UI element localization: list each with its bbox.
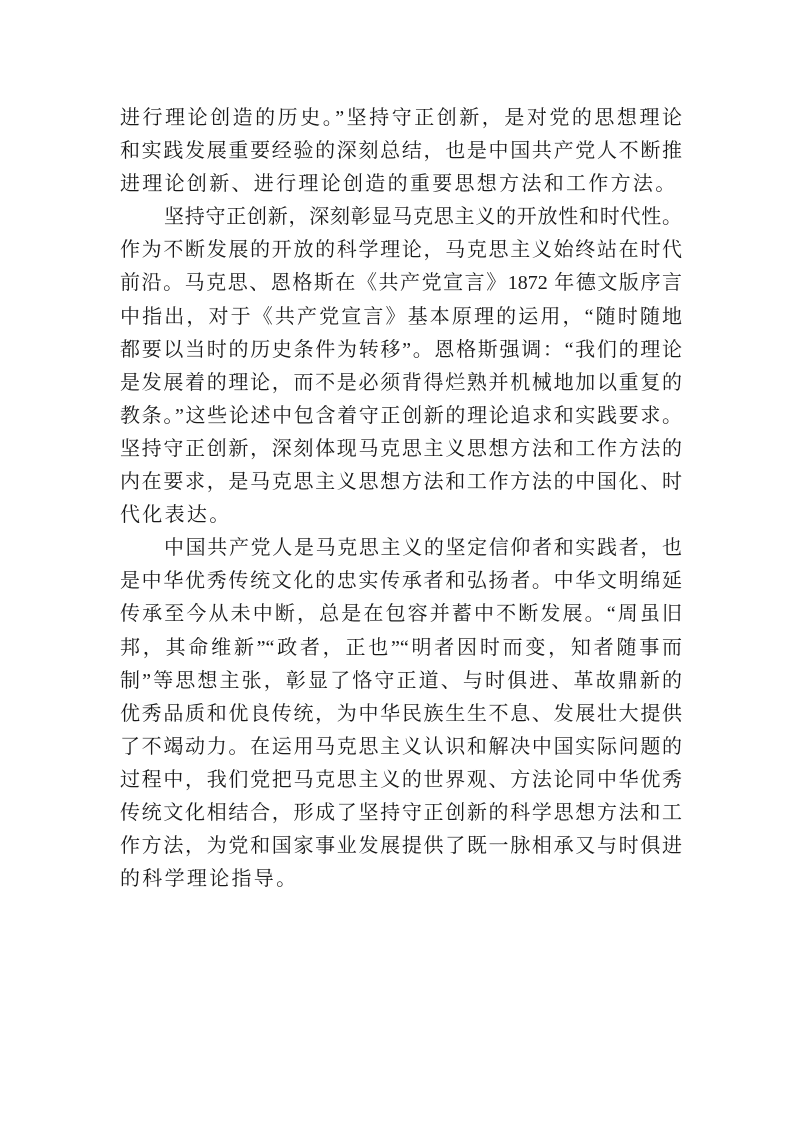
document-page xyxy=(120,102,682,896)
text-line: 坚持守正创新，深刻体现马克思主义思想方法和工作方法的 xyxy=(120,437,682,460)
text-line: 过程中，我们党把马克思主义的世界观、方法论同中华优秀 xyxy=(120,768,682,791)
text-line: 作为不断发展的开放的科学理论，马克思主义始终站在时代 xyxy=(120,239,682,262)
paragraph-1 xyxy=(120,102,682,201)
text-line: 教条。”这些论述中包含着守正创新的理论追求和实践要求。 xyxy=(120,404,682,427)
text-line: 中指出，对于《共产党宣言》基本原理的运用，“随时随地 xyxy=(120,305,682,328)
paragraph-3 xyxy=(120,532,682,896)
text-line: 和实践发展重要经验的深刻总结，也是中国共产党人不断推 xyxy=(120,140,682,163)
text-line: 中国共产党人是马克思主义的坚定信仰者和实践者，也 xyxy=(164,537,682,560)
text-line: 是中华优秀传统文化的忠实传承者和弘扬者。中华文明绵延 xyxy=(120,570,682,593)
text-line: 是发展着的理论，而不是必须背得烂熟并机械地加以重复的 xyxy=(120,371,682,394)
text-line: 坚持守正创新，深刻彰显马克思主义的开放性和时代性。 xyxy=(164,206,682,229)
text-line: 了不竭动力。在运用马克思主义认识和解决中国实际问题的 xyxy=(120,735,682,758)
text-line: 传统文化相结合，形成了坚持守正创新的科学思想方法和工 xyxy=(120,801,682,824)
text-line: 进理论创新、进行理论创造的重要思想方法和工作方法。 xyxy=(120,173,678,196)
text-line: 制”等思想主张，彰显了恪守正道、与时俱进、革故鼎新的 xyxy=(120,669,682,692)
text-line: 内在要求，是马克思主义思想方法和工作方法的中国化、时 xyxy=(120,471,682,494)
text-line: 作方法，为党和国家事业发展提供了既一脉相承又与时俱进 xyxy=(120,835,682,858)
paragraph-2 xyxy=(120,201,682,532)
text-line: 进行理论创造的历史。”坚持守正创新，是对党的思想理论 xyxy=(120,107,682,129)
text-line: 前沿。马克思、恩格斯在《共产党宣言》1872 年德文版序言 xyxy=(120,272,682,295)
text-line: 代化表达。 xyxy=(120,504,232,527)
text-line: 邦，其命维新”“政者，正也”“明者因时而变，知者随事而 xyxy=(120,636,682,659)
text-line: 的科学理论指导。 xyxy=(120,868,299,891)
text-line: 传承至今从未中断，总是在包容并蓄中不断发展。“周虽旧 xyxy=(120,603,682,626)
text-line: 优秀品质和优良传统，为中华民族生生不息、发展壮大提供 xyxy=(120,702,682,725)
text-line: 都要以当时的历史条件为转移”。恩格斯强调：“我们的理论 xyxy=(120,338,682,361)
